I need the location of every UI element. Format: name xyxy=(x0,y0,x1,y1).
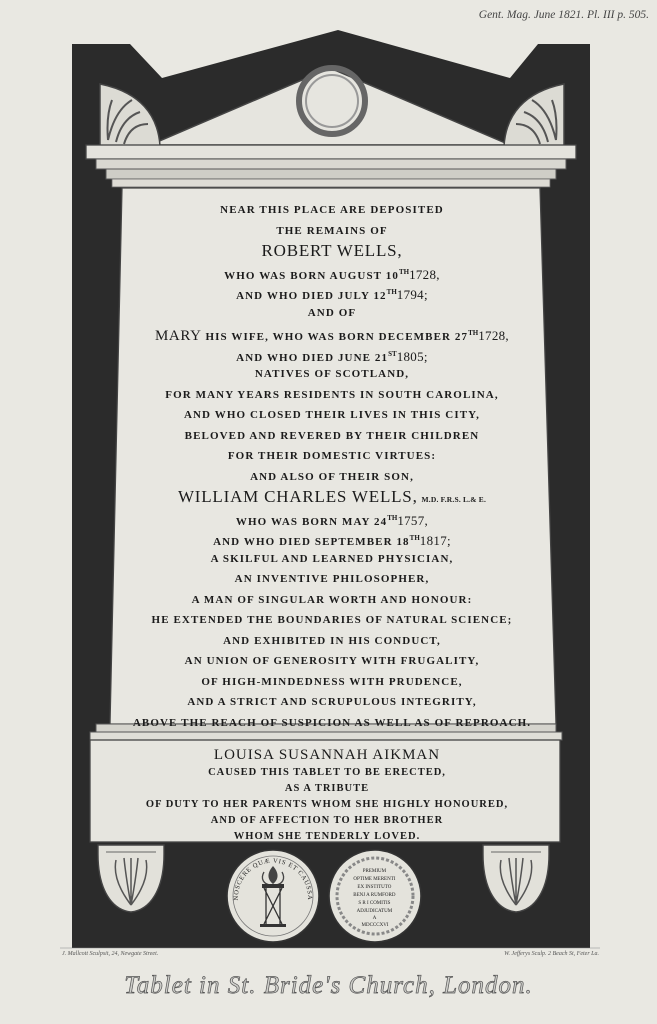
inscription-line: AN UNION OF GENEROSITY WITH FRUGALITY, xyxy=(184,655,480,667)
inscription-line: NEAR THIS PLACE ARE DEPOSITED xyxy=(220,204,444,216)
medal-right xyxy=(329,850,421,942)
imprint-left: J. Mallcott Sculpsit, 24, Newgate Street. xyxy=(62,951,159,957)
plate-caption: Tablet in St. Bride's Church, London. xyxy=(124,972,533,999)
medal-right-line-7: A xyxy=(372,916,377,921)
inscription-line: WHO WAS BORN MAY 24TH1757, xyxy=(235,512,429,528)
inscription-line: AND ALSO OF THEIR SON, xyxy=(250,470,414,483)
inscription-line: A MAN OF SINGULAR WORTH AND HONOUR: xyxy=(191,593,473,606)
base-line: AS A TRIBUTE xyxy=(284,783,370,794)
medal-left-legend: NOSCERE QUÆ VIS ET CAUSSA xyxy=(232,857,314,901)
inscription-line: AND WHO DIED JULY 12TH1794; xyxy=(236,287,428,302)
inscription-line: AND WHO DIED JUNE 21ST1805; xyxy=(236,348,428,364)
inscription-line: A SKILFUL AND LEARNED PHYSICIAN, xyxy=(210,552,454,565)
medal-right-line-8: MDCCCXVI xyxy=(361,923,389,928)
inscription-line: MARY HIS WIFE, WHO WAS BORN DECEMBER 27TH1728, xyxy=(155,328,509,344)
inscription-line: WHO WAS BORN AUGUST 10TH1728, xyxy=(224,266,440,282)
medal-right-line-5: S R I COMITIS xyxy=(358,901,391,906)
medal-right-line-1: PREMIUM xyxy=(362,869,387,874)
base-panel xyxy=(92,745,562,845)
inscription xyxy=(112,200,552,733)
inscription-line: AND WHO DIED SEPTEMBER 18TH1817; xyxy=(213,533,451,548)
imprint-right: W. Jefferys Sculp. 2 Beach St, Feter La. xyxy=(504,951,599,957)
base-line: AND OF AFFECTION TO HER BROTHER xyxy=(210,815,444,826)
inscription-line: FOR MANY YEARS RESIDENTS IN SOUTH CAROLINA, xyxy=(165,388,499,401)
cornice-top xyxy=(86,145,576,159)
base-line: WHOM SHE TENDERLY LOVED. xyxy=(233,831,421,842)
inscription-line: NATIVES OF SCOTLAND, xyxy=(254,368,410,380)
inscription-line: AND WHO CLOSED THEIR LIVES IN THIS CITY, xyxy=(183,409,481,421)
medal-left xyxy=(227,850,319,942)
inscription-line: AND OF xyxy=(307,306,357,319)
plate-reference: Gent. Mag. June 1821. Pl. III p. 505. xyxy=(478,9,649,21)
medal-right-line-2: OPTIME MERENTI xyxy=(353,877,396,882)
name-robert-wells: ROBERT WELLS, xyxy=(261,241,403,260)
name-william-charles-wells: WILLIAM CHARLES WELLS, M.D. F.R.S. L.& E. xyxy=(177,487,487,506)
inscription-line: ABOVE THE REACH OF SUSPICION AS WELL AS OF REPROACH. xyxy=(132,716,532,729)
inscription-line: OF HIGH-MINDEDNESS WITH PRUDENCE, xyxy=(201,675,463,688)
inscription-line: BELOVED AND REVERED BY THEIR CHILDREN xyxy=(184,429,480,442)
name-mary: MARY xyxy=(155,328,202,344)
base-line: CAUSED THIS TABLET TO BE ERECTED, xyxy=(208,767,446,778)
medal-right-line-6: ADJUDICATUM xyxy=(356,909,393,914)
name-louisa-susannah-aikman: LOUISA SUSANNAH AIKMAN xyxy=(213,747,441,763)
inscription-line: AND A STRICT AND SCRUPULOUS INTEGRITY, xyxy=(187,696,477,708)
inscription-line: THE REMAINS OF xyxy=(276,224,388,237)
inscription-line: AN INVENTIVE PHILOSOPHER, xyxy=(234,573,430,585)
medal-right-line-3: EX INSTITUTO xyxy=(357,885,392,890)
base-line: OF DUTY TO HER PARENTS WHOM SHE HIGHLY HONOURED, xyxy=(145,799,509,810)
medal-right-line-4: BENJ A RUMFORD xyxy=(353,893,396,898)
inscription-line: FOR THEIR DOMESTIC VIRTUES: xyxy=(227,450,437,462)
inscription-line: AND EXHIBITED IN HIS CONDUCT, xyxy=(223,634,441,647)
inscription-line: HE EXTENDED THE BOUNDARIES OF NATURAL SCIENCE; xyxy=(151,614,513,626)
